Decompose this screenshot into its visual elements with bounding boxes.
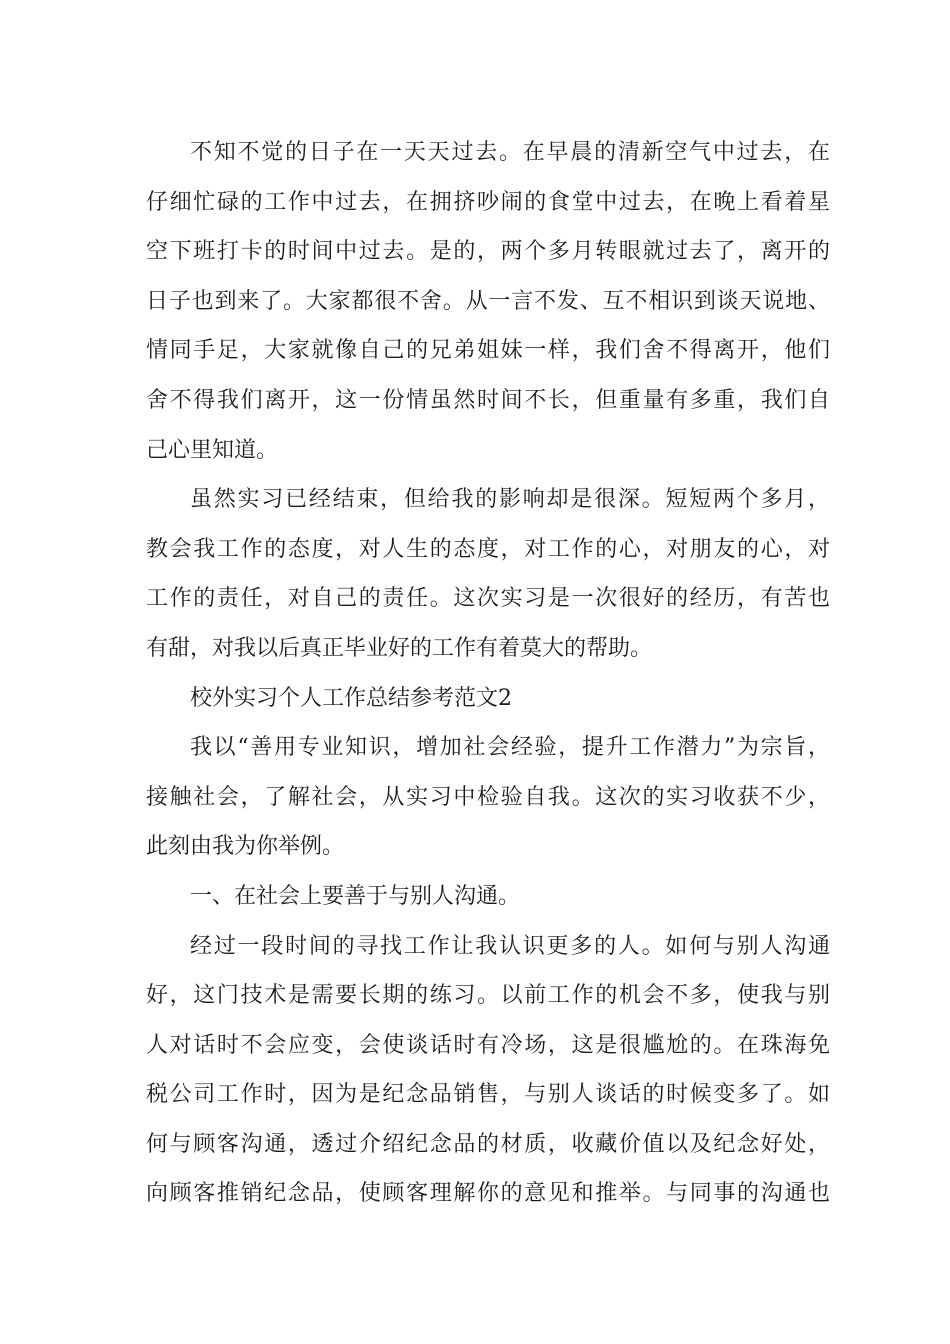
text-line: 有甜，对我以后真正毕业好的工作有着莫大的帮助。 — [146, 635, 653, 661]
text-line: 一、在社会上要善于与别人沟通。 — [190, 883, 521, 909]
text-line: 情同手足，大家就像自己的兄弟姐妹一样，我们舍不得离开，他们 — [146, 338, 830, 364]
text-line: 经过一段时间的寻找工作让我认识更多的人。如何与别人沟通 — [190, 933, 830, 959]
text-line: 不知不觉的日子在一天天过去。在早晨的清新空气中过去，在 — [190, 140, 830, 165]
text-line: 己心里知道。 — [146, 437, 279, 463]
text-line: 我以“善用专业知识，增加社会经验，提升工作潜力”为宗旨， — [190, 735, 830, 761]
paragraph — [146, 922, 830, 1220]
text-line: 教会我工作的态度，对人生的态度，对工作的心，对朋友的心，对 — [146, 536, 830, 562]
text-line: 好，这门技术是需要长期的练习。以前工作的机会不多，使我与别 — [146, 983, 830, 1009]
text-line: 虽然实习已经结束，但给我的影响却是很深。短短两个多月， — [190, 487, 830, 513]
text-line: 何与顾客沟通，透过介绍纪念品的材质，收藏价值以及纪念好处， — [146, 1131, 830, 1157]
section-heading — [146, 872, 830, 922]
text-line: 此刻由我为你举例。 — [146, 834, 345, 860]
text-line: 工作的责任，对自己的责任。这次实习是一次很好的经历，有苦也 — [146, 586, 830, 612]
text-line: 税公司工作时，因为是纪念品销售，与别人谈话的时候变多了。如 — [146, 1082, 830, 1108]
paragraph — [146, 723, 830, 872]
section-heading — [146, 674, 830, 724]
text-line: 人对话时不会应变，会使谈话时有冷场，这是很尴尬的。在珠海免 — [146, 1032, 830, 1058]
text-line: 空下班打卡的时间中过去。是的，两个多月转眼就过去了，离开的 — [146, 239, 830, 265]
text-line: 向顾客推销纪念品，使顾客理解你的意见和推举。与同事的沟通也 — [146, 1181, 830, 1207]
text-line: 仔细忙碌的工作中过去，在拥挤吵闹的食堂中过去，在晚上看着星 — [146, 189, 830, 215]
text-line: 日子也到来了。大家都很不舍。从一言不发、互不相识到谈天说地、 — [146, 288, 830, 314]
text-line: 校外实习个人工作总结参考范文2 — [190, 685, 512, 711]
paragraph — [146, 128, 830, 475]
text-line: 舍不得我们离开，这一份情虽然时间不长，但重量有多重，我们自 — [146, 387, 830, 413]
paragraph — [146, 475, 830, 673]
text-line: 接触社会，了解社会，从实习中检验自我。这次的实习收获不少， — [146, 784, 830, 810]
document-body — [146, 128, 830, 1219]
